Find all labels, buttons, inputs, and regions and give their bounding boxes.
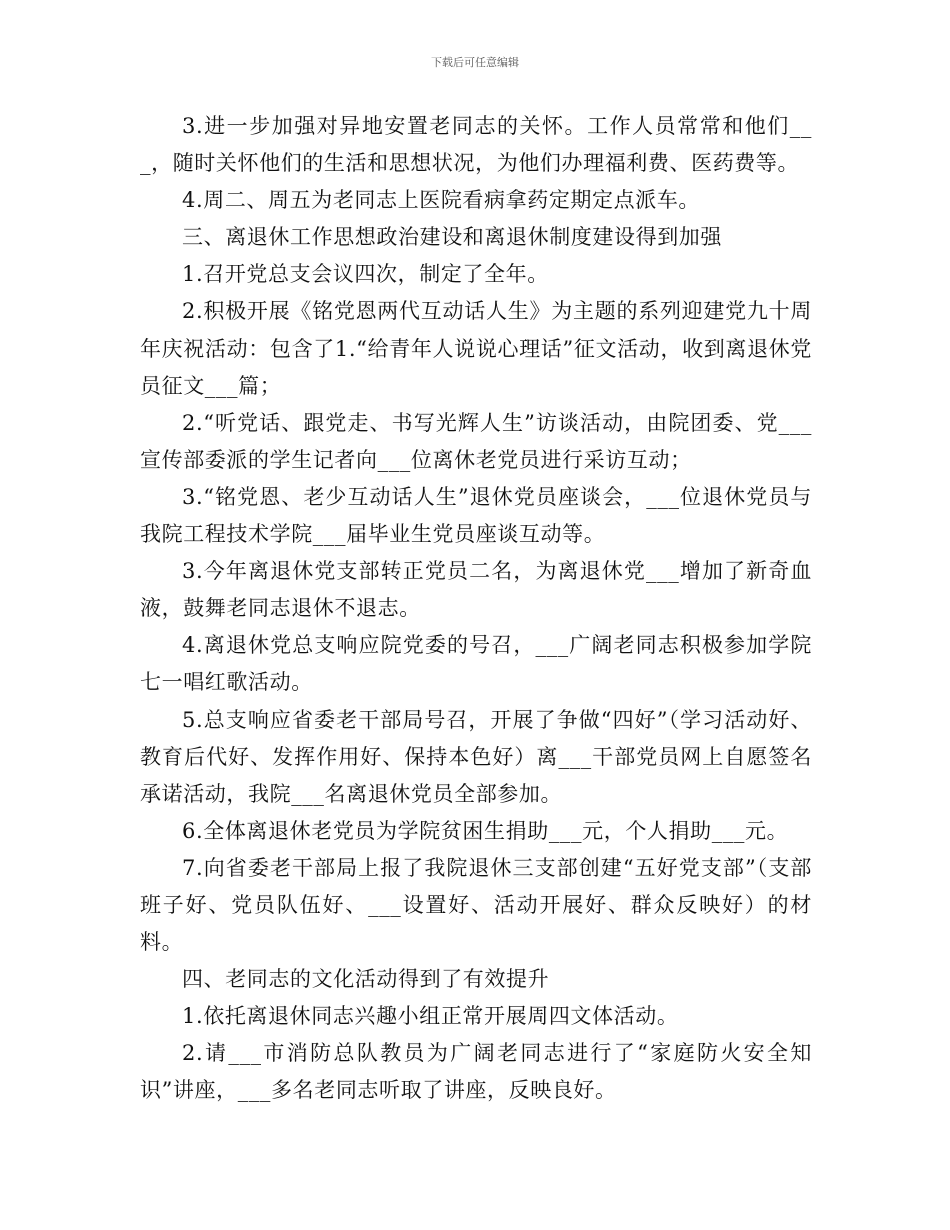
paragraph-item-3-members: 3.今年离退休党支部转正党员二名，为离退休党___增加了新奇血液，鼓舞老同志退休不退志。 xyxy=(140,559,812,621)
paragraph-subitem-2-interview: 2.“听党话、跟党走、书写光辉人生”访谈活动，由院团委、党___宣传部委派的学生记者向___位离休老党员进行采访互动； xyxy=(140,410,812,472)
paragraph-item-2-fire-safety: 2.请___市消防总队教员为广阔老同志进行了“家庭防火安全知识”讲座，___多名老同志听取了讲座，反映良好。 xyxy=(140,1041,812,1103)
paragraph-item-6-donation: 6.全体离退休老党员为学院贫困生捐助___元，个人捐助___元。 xyxy=(182,818,789,843)
paragraph-subitem-3-symposium: 3.“铭党恩、老少互动话人生”退休党员座谈会，___位退休党员与我院工程技术学院___届毕业生党员座谈互动等。 xyxy=(140,484,812,547)
paragraph-item-3-care: 3.进一步加强对异地安置老同志的关怀。工作人员常常和他们___，随时关怀他们的生活和思想状况，为他们办理福利费、医药费等。 xyxy=(140,114,812,176)
section-heading-4: 四、老同志的文化活动得到了有效提升 xyxy=(182,967,550,992)
paragraph-item-7-report: 7.向省委老干部局上报了我院退休三支部创建“五好党支部”（支部班子好、党员队伍好、___设置好、活动开展好、群众反映好）的材料。 xyxy=(140,855,812,955)
paragraph-item-2-activities: 2.积极开展《铭党恩两代互动话人生》为主题的系列迎建党九十周年庆祝活动：包含了1.“给青年人说说心理话”征文活动，收到离退休党员征文___篇； xyxy=(140,299,812,398)
document-body xyxy=(140,108,812,1110)
paragraph-item-1-meeting: 1.召开党总支会议四次，制定了全年。 xyxy=(182,262,549,287)
page-header: 下载后可任意编辑 xyxy=(431,56,519,69)
paragraph-item-1-recreation: 1.依托离退休同志兴趣小组正常开展周四文体活动。 xyxy=(182,1004,679,1029)
paragraph-item-5-four-goods: 5.总支响应省委老干部局号召，开展了争做“四好”（学习活动好、教育后代好、发挥作用好、保持本色好）离___干部党员网上自愿签名承诺活动，我院___名离退休党员全部参加。 xyxy=(140,707,812,806)
paragraph-item-4-vehicle: 4.周二、周五为老同志上医院看病拿药定期定点派车。 xyxy=(182,188,701,213)
paragraph-item-4-singing: 4.离退休党总支响应院党委的号召，___广阔老同志积极参加学院七一唱红歌活动。 xyxy=(140,633,812,695)
section-heading-3: 三、离退休工作思想政治建设和离退休制度建设得到加强 xyxy=(182,225,722,250)
